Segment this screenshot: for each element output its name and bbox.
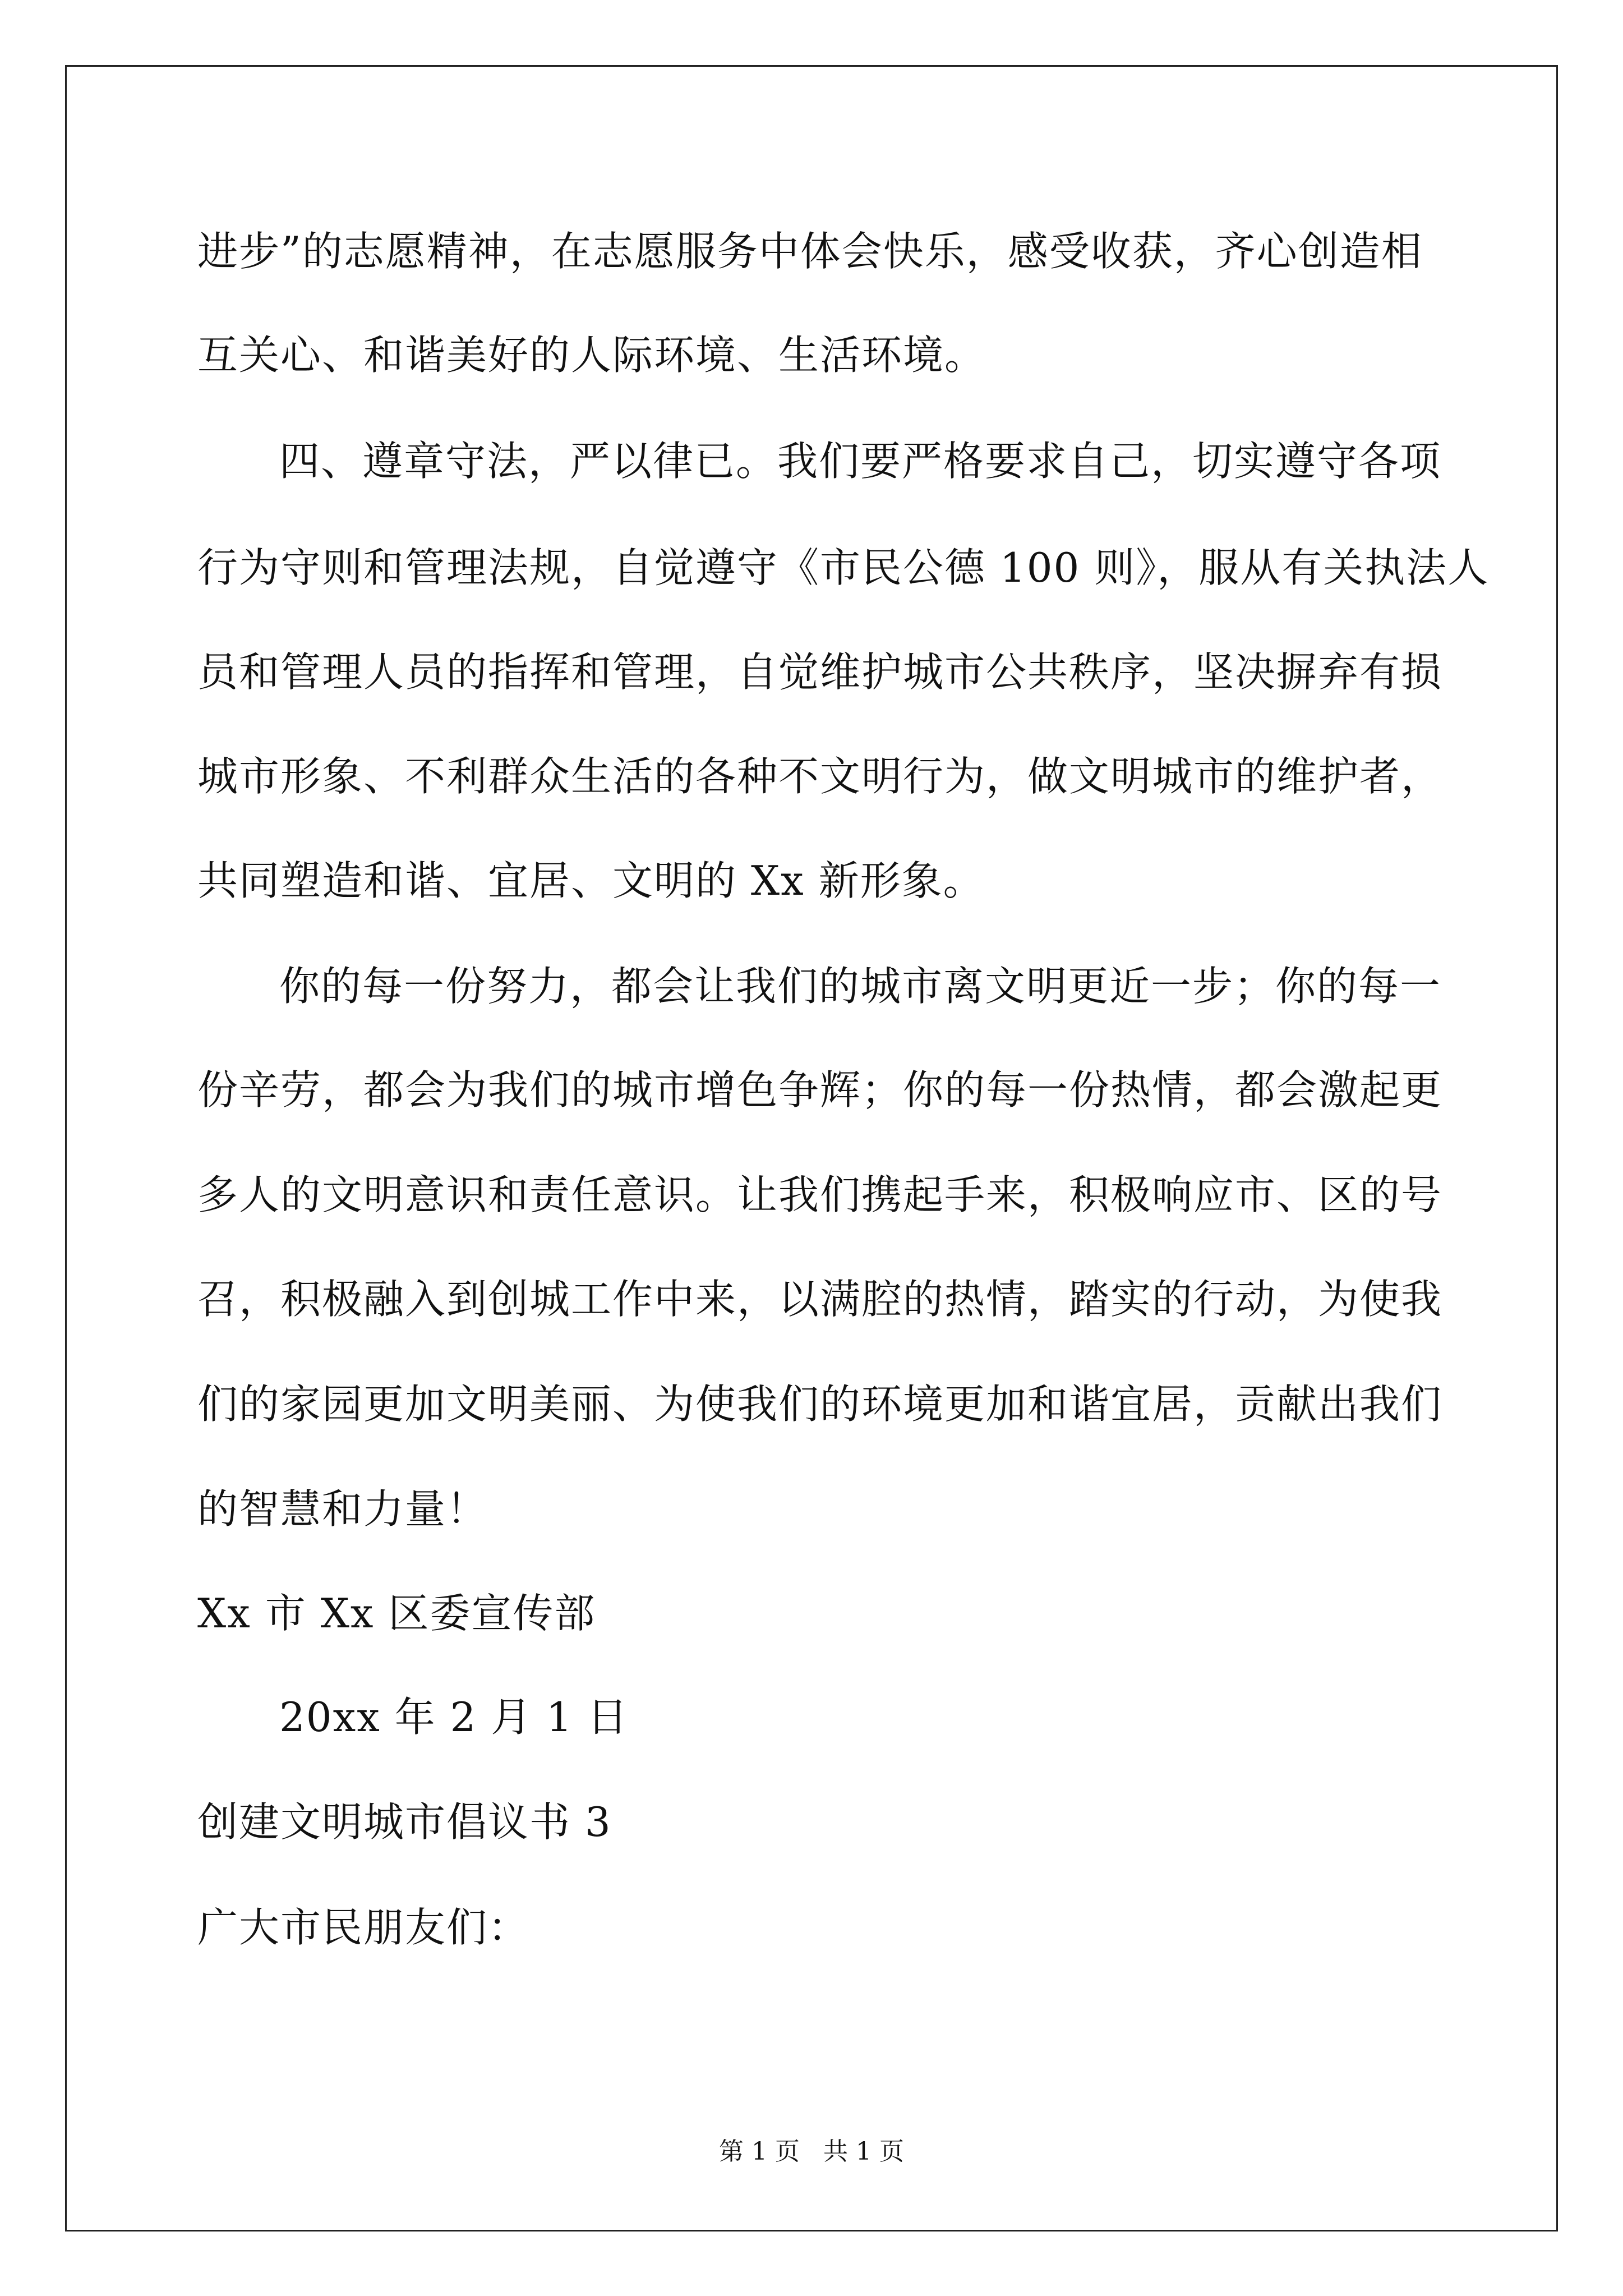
closing-para-line-6: 的智慧和力量！ <box>197 1485 488 1533</box>
closing-para-line-2: 份辛劳，都会为我们的城市增色争辉；你的每一份热情，都会激起更 <box>197 1066 1443 1114</box>
closing-para-line-3: 多人的文明意识和责任意识。让我们携起手来，积极响应市、区的号 <box>197 1171 1443 1218</box>
closing-para-line-4: 召，积极融入到创城工作中来，以满腔的热情，踏实的行动，为使我 <box>197 1276 1443 1323</box>
page-footer: 第 1 页 共 1 页 <box>719 2137 904 2166</box>
section-four-line-2: 行为守则和管理法规，自觉遵守《市民公德 100 则》，服从有关执法人 <box>197 544 1490 591</box>
section-four-line-5: 共同塑造和谐、宜居、文明的 Xx 新形象。 <box>197 857 985 904</box>
salutation: 广大市民朋友们： <box>197 1904 530 1951</box>
next-document-title: 创建文明城市倡议书 3 <box>197 1798 612 1846</box>
signature-organization: Xx 市 Xx 区委宣传部 <box>197 1590 596 1637</box>
signature-date: 20xx 年 2 月 1 日 <box>279 1694 629 1741</box>
body-line-1: 进步”的志愿精神，在志愿服务中体会快乐，感受收获，齐心创造相 <box>197 228 1423 275</box>
body-line-2: 互关心、和谐美好的人际环境、生活环境。 <box>197 332 986 379</box>
closing-para-line-1: 你的每一份努力，都会让我们的城市离文明更近一步；你的每一 <box>279 963 1442 1010</box>
section-four-line-4: 城市形象、不利群众生活的各种不文明行为，做文明城市的维护者， <box>197 753 1443 800</box>
section-four-line-1: 四、遵章守法，严以律已。我们要严格要求自己，切实遵守各项 <box>279 438 1442 485</box>
closing-para-line-5: 们的家园更加文明美丽、为使我们的环境更加和谐宜居，贡献出我们 <box>197 1381 1443 1428</box>
section-four-line-3: 员和管理人员的指挥和管理，自觉维护城市公共秩序，坚决摒弃有损 <box>197 648 1443 696</box>
